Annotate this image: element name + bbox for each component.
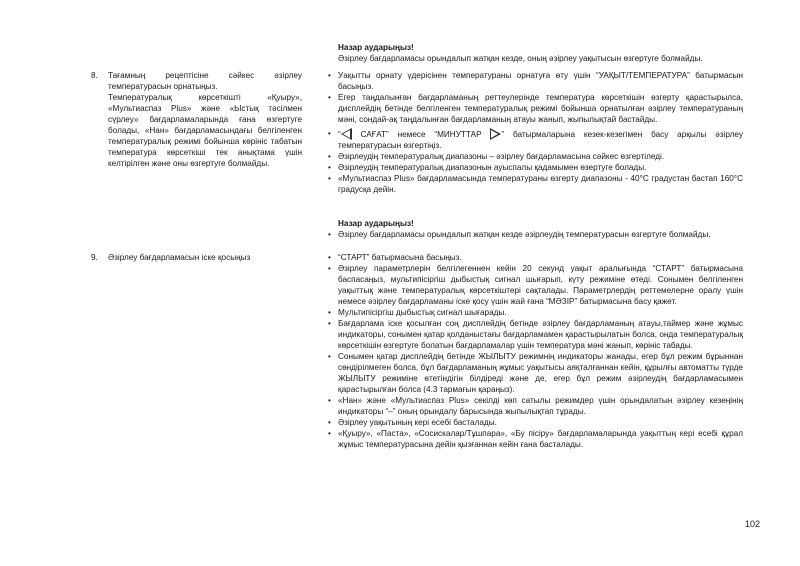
- step-8-number: 8.: [91, 71, 98, 80]
- step-9-number: 9.: [91, 253, 98, 262]
- list-item: • Сонымен қатар дисплейдің бетінде ЖЫЛЫТУ режимнің индикаторы жанады, егер бұл режим бұрыннан сөндірілмеген болса, бұл бағдарламаның жұмыс уақытысы аяқталғаннан кейін, құрылғы автоматты түрде ЖЫЛЫТУ режиміне өтетіндігін білдіреді және де, егер бұл режим әзірлеудің бағдарламасымен қарастырылған болса (4.3 тармағын қараңыз).: [328, 351, 743, 395]
- list-item: • Әзірлеу уақытының кері есебі басталады.: [328, 417, 743, 428]
- sagat-label: САҒАТ”: [360, 130, 389, 139]
- right-arrow-icon: [490, 128, 501, 140]
- arrows-instruction-end: ” батырмаларына кезек-кезегімен басу арқылы әзірлеу температурасын өзгертіңіз.: [338, 130, 743, 150]
- step-8-note-list: [328, 229, 743, 240]
- step-8-title: Тағамның рецептісіне сәйкес әзірлеу температурасын орнатыңыз.: [108, 71, 302, 91]
- top-note-heading: Назар аударыңыз!: [338, 43, 414, 52]
- list-item: [328, 128, 743, 151]
- top-note-text: Әзірлеу бағдарламасы орындалып жатқан кезде, оның әзірлеу уақытысын өзгертуге болмайды.: [338, 54, 703, 63]
- minutes-label: немесе “МИНУТТАР: [397, 130, 482, 139]
- list-item: • Уақытты орнату үдерісінен температураны орнатуға өту үшін “УАҚЫТ/ТЕМПЕРАТУРА” батырмасын басыңыз.: [328, 70, 743, 92]
- list-item: • Егер таңдалынған бағдарламаның реттеулерінде температура көрсеткішін өзгерту қарастырылса, дисплейдің бетінде белгіленген температуралық режимі бойынша орнатылған әзірлеу температураның мәні, сондай-ақ таңдалынған бағдарламаның атауы жанып, жыпылықтай бастайды.: [328, 92, 743, 125]
- list-item: • Әзірлеу параметрлерін белгілегеннен кейін 20 секунд уақыт аралығында “СТАРТ” батырмасына баспасаңыз, мультипісіргіш дыбыстық сигнал шығарып, күту режиміне өтеді. Сонымен белгіленген уақыттық және температуралық көрсеткіштері сақталады. Параметрлердің реттемелерне оралу үшін немесе әзірлеу бағдарламаны іске қосу үшін жай ғана “МӘЗІР” батырмасына басу қажет.: [328, 263, 743, 307]
- list-item: • Әзірлеудің температуралық диапазонын ауыспалы қадамымен өзертуге болады.: [328, 162, 743, 173]
- list-item: • Бағдарлама іске қосылған соң дисплейдің бетінде әзірлеу бағдарламаның атауы,таймер және жұмыс индикаторы, сонымен қатар қолданыстағы бағдарламамен қарастырылатын болса, онда температуралық көрсеткішін өзгертуге болатын бағдарламалар үшін температура мәні жанып, көрініс табады.: [328, 318, 743, 351]
- step-8-instructions: [108, 70, 302, 169]
- step-8-bullet-list: [328, 70, 743, 195]
- step-9-bullet-list: [328, 252, 743, 450]
- list-item: • “СТАРТ” батырмасына басыңыз.: [328, 252, 743, 263]
- left-arrow-icon: [341, 128, 352, 140]
- list-item: • «Нан» және «Мультиаспаз Plus» секілді көп сатылы режимдер үшін орындалатын әзірлеу кезеңінің индикаторы “–” оның орындалу барысында жыпылықтап тұрады.: [328, 395, 743, 417]
- list-item: • Мультипісіргіш дыбыстық сигнал шығарады.: [328, 307, 743, 318]
- list-item: • Әзірлеудің температуралық диапазоны – әзірлеу бағдарламасына сәйкес өзгертіледі.: [328, 151, 743, 162]
- list-item: • Әзірлеу бағдарламасы орындалып жатқан кезде әзірлеудің температурасын өзгертуге болмайды.: [328, 229, 743, 240]
- list-item: • «Қуыру», «Паста», «Сосискалар/Тұшпара», «Бу пісіру» бағдарламаларында уақыттың кері есебі құрал жұмыс температурасына дейін қызғаннан кейін ғана басталады.: [328, 428, 743, 450]
- step-8-note-heading: Назар аударыңыз!: [338, 219, 414, 228]
- step-8-description: Температуралық көрсеткішті «Қуыру», «Мультиаспаз Plus» және «Ыстық тәсілмен сүрлеу» бағдарламаларында ғана өзгертуге болады, «Нан» бағдарламасындағы белгіленген температуралық режимі бойынша көрініс табатын температура көрсеткіші тек анықтама үшін келтірілген және оны өзгертуге болмайды.: [108, 93, 302, 168]
- list-item: • «Мультиаспаз Plus» бағдарламасында температураны өзгерту диапазоны - 40°С градустан бастап 160°С градусқа дейін.: [328, 173, 743, 195]
- page-number: 102: [745, 519, 761, 529]
- quote-open: “: [338, 130, 341, 139]
- step-9-title: Әзірлеу бағдарламасын іске қосыңыз: [108, 253, 251, 262]
